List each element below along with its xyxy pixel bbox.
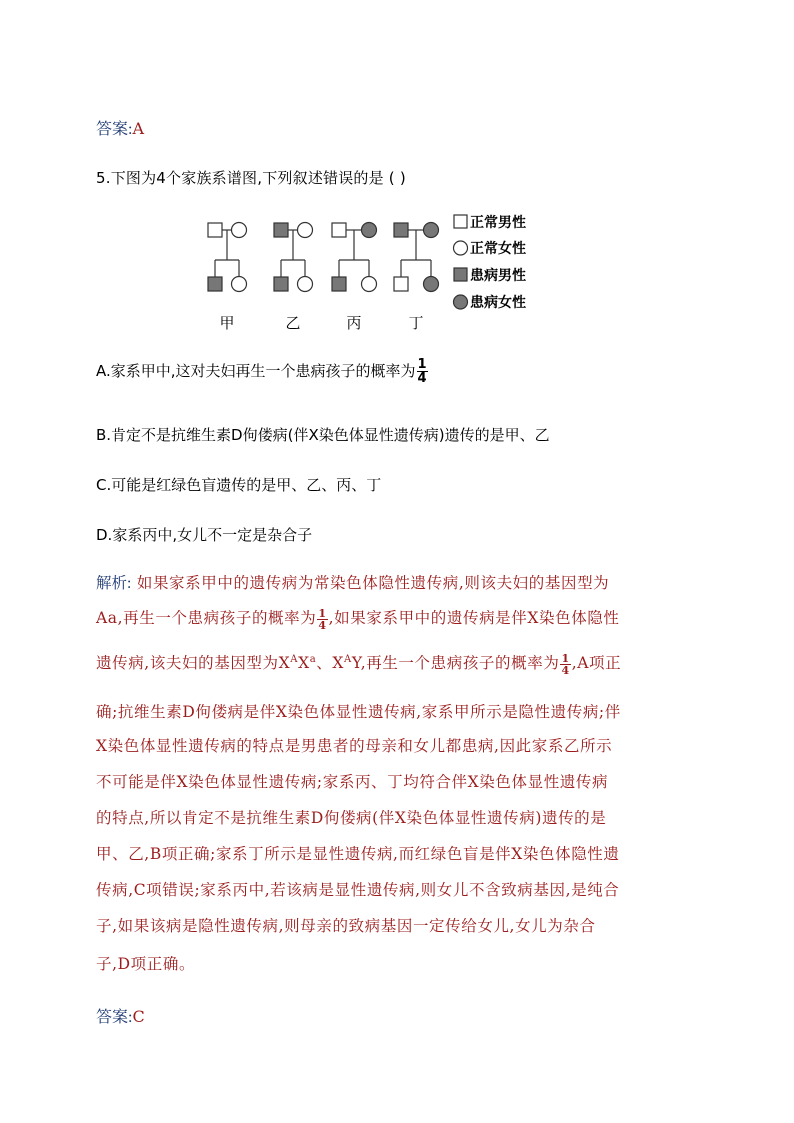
pedigree-diagram bbox=[200, 212, 550, 337]
question-text: 5.下图为4个家族系谱图,下列叙述错误的是 bbox=[96, 169, 384, 187]
family-label-ding: 丁 bbox=[408, 314, 424, 332]
family-label-jia: 甲 bbox=[219, 314, 235, 332]
answer-2 bbox=[96, 1004, 145, 1027]
answer-label: 答案: bbox=[96, 121, 133, 138]
legend-normal-male: 正常男性 bbox=[470, 215, 526, 231]
option-b: B.肯定不是抗维生素D佝偻病(伴X染色体显性遗传病)遗传的是甲、乙 bbox=[96, 426, 550, 444]
explanation-line-9: 传病,C项错误;家系丙中,若该病是显性遗传病,则女儿不含致病基因,是纯合 bbox=[96, 881, 620, 899]
explanation-line-6: 不可能是伴X染色体显性遗传病;家系丙、丁均符合伴X染色体显性遗传病 bbox=[96, 773, 609, 791]
legend-normal-female: 正常女性 bbox=[470, 241, 526, 257]
explanation-line-8: 甲、乙,B项正确;家系丁所示是显性遗传病,而红绿色盲是伴X染色体隐性遗 bbox=[96, 845, 620, 863]
answer-blank: ( ) bbox=[388, 169, 406, 187]
option-c: C.可能是红绿色盲遗传的是甲、乙、丙、丁 bbox=[96, 476, 382, 494]
family-label-yi: 乙 bbox=[285, 314, 301, 332]
legend-affected-male-icon bbox=[454, 268, 467, 281]
explanation-line-7: 的特点,所以肯定不是抗维生素D佝偻病(伴X染色体显性遗传病)遗传的是 bbox=[96, 809, 607, 827]
explanation-fraction-1: $\frac{1}{4}$ bbox=[318, 606, 327, 632]
answer-value: C bbox=[132, 1007, 145, 1026]
pedigree-family-yi bbox=[274, 223, 313, 292]
explanation-line-10: 子,如果该病是隐性遗传病,则母亲的致病基因一定传给女儿,女儿为杂合 bbox=[96, 917, 596, 935]
explanation-line-5: X染色体显性遗传病的特点是男患者的母亲和女儿都患病,因此家系乙所示 bbox=[96, 737, 613, 755]
explanation-line-2: Aa,再生一个患病孩子的概率为 $\frac{1}{4}$ ,如果家系甲中的遗传病是伴X染色体隐性 bbox=[96, 606, 620, 632]
option-a bbox=[96, 358, 429, 385]
explanation-fraction-2: $\frac{1}{4}$ bbox=[561, 651, 570, 677]
explanation-line-3: 遗传病,该夫妇的基因型为$X^AX^a$、$X^AY$,再生一个患病孩子的概率为 $\frac{1}{4}$ ,A项正 bbox=[96, 651, 622, 677]
legend-normal-male-icon bbox=[454, 215, 467, 228]
legend-affected-female-icon bbox=[454, 295, 468, 309]
pedigree-family-ding bbox=[394, 223, 439, 292]
legend-affected-female: 患病女性 bbox=[470, 295, 526, 311]
family-label-bing: 丙 bbox=[346, 314, 362, 332]
answer-label: 答案: bbox=[96, 1009, 133, 1026]
question-stem bbox=[96, 167, 406, 188]
option-a-text: A.家系甲中,这对夫妇再生一个患病孩子的概率为 bbox=[96, 362, 416, 380]
option-d: D.家系丙中,女儿不一定是杂合子 bbox=[96, 526, 313, 544]
pedigree-family-jia bbox=[208, 223, 247, 292]
answer-1 bbox=[96, 116, 144, 139]
explanation-line-11: 子,D项正确。 bbox=[96, 955, 196, 973]
pedigree-family-bing bbox=[332, 223, 377, 292]
explanation-line-1: 解析: 如果家系甲中的遗传病为常染色体隐性遗传病,则该夫妇的基因型为 bbox=[96, 574, 610, 592]
legend-normal-female-icon bbox=[454, 241, 468, 255]
option-a-fraction: $\frac{1}{4}$ bbox=[417, 357, 427, 386]
legend-affected-male: 患病男性 bbox=[470, 268, 526, 284]
explanation-line-4: 确;抗维生素D佝偻病是伴X染色体显性遗传病,家系甲所示是隐性遗传病;伴 bbox=[96, 703, 621, 721]
answer-value: A bbox=[132, 119, 145, 138]
explanation-label: 解析: bbox=[96, 575, 132, 592]
